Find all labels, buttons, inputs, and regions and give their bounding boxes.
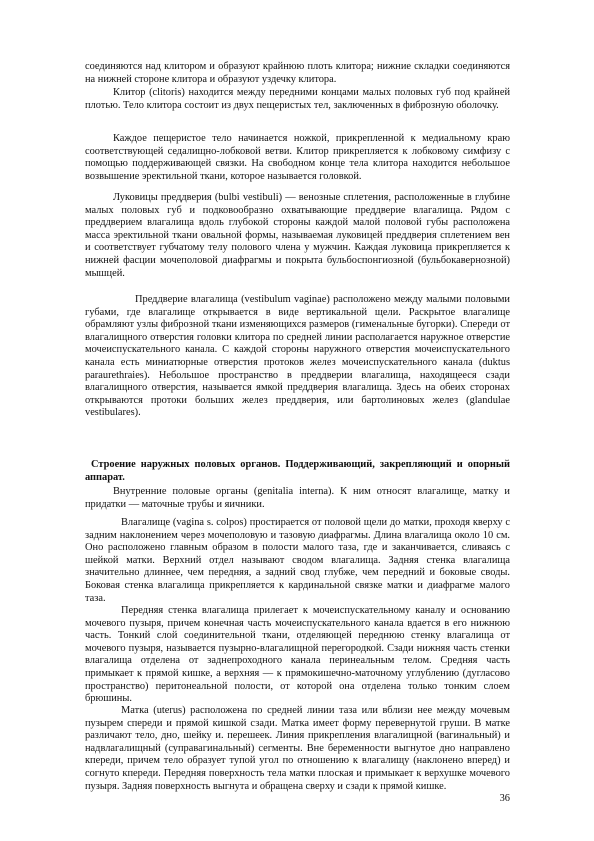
paragraph-vestibule: Преддверие влагалища (vestibulum vaginae) расположено между малыми половыми губами, где влагалище открывается в виде вертикальной щели. Раскрытое влагалище обрамляют узлы фиброзной ткани изменяющихся размеров (гименальные бугорки). Спереди от влагалищного отверстия головки клитора по средней линии располагается наружное отверстие мочеиспускательного канала. С каждой стороны наружного отверстия мочеиспускательного канала есть миниатюрные отверстия протоков желез мочеиспускательного канала (duktus paraurethraies). Небольшое пространство в преддверии влагалища, находящееся сзади влагалищного отверстия, называется ямкой преддверия влагалища. Здесь на обеих сторонах открываются протоки больших желез преддверия, или бартолиновых желез (glandulae vestibulares). [85, 294, 510, 419]
paragraph-internal-organs: Внутренние половые органы (genitalia interna). К ним относят влагалище, матку и придатки — маточные трубы и яичники. [85, 486, 510, 510]
paragraph-uterus: Матка (uterus) расположена по средней линии таза или вблизи нее между мочевым пузырем спереди и прямой кишкой сзади. Матка имеет форму перевернутой груши. В матке различают тело, дно, шейку и. перешеек. Линия прикрепления влагалищной (вагинальный) и надвлагалищный (суправагинальный) сегменты. Вне беременности выгнутое дно направлено кпереди, причем тело образует тупой угол по отношению к влагалищу (наклонено вперед) и согнуто кпереди. Передняя поверхность тела матки плоская и примыкает к верхушке мочевого пузыря. Задняя поверхность выгнута и обращена сверху и сзади к прямой кишке. [85, 705, 510, 792]
paragraph-vagina: Влагалище (vagina s. colpos) простирается от половой щели до матки, проходя кверху с задним наклонением через мочеполовую и тазовую диафрагмы. Длина влагалища около 10 см. Оно расположено главным образом в полости малого таза, где и заканчивается, сливаясь с шейкой матки. Верхний отдел называют сводом влагалища. Задняя стенка влагалища значительно длиннее, чем передняя, а задний свод глубже, чем передний и боковые своды. Боковая стенка влагалища прикрепляется к кардинальной связке матки и диафрагме малого таза. [85, 517, 510, 604]
paragraph-anterior-wall: Передняя стенка влагалища прилегает к мочеиспускательному каналу и основанию мочевого пузыря, причем конечная часть мочеиспускательного канала вдается в его нижнюю часть. Тонкий слой соединительной ткани, отделяющей переднюю стенку влагалища от мочевого пузыря, называется пузырно-влагалищной перегородкой. Сзади нижняя часть стенки влагалища отделена от заднепроходного канала перинеальным телом. Средняя часть примыкает к прямой кишке, а верхняя — к прямокишечно-маточному углублению (дугласово пространство) перитонеальной полости, от которой она отделена только тонким слоем брюшины. [85, 605, 510, 705]
paragraph-labia-continuation: соединяются над клитором и образуют крайнюю плоть клитора; нижние складки соединяются на нижней стороне клитора и образуют уздечку клитора. [85, 61, 510, 85]
paragraph-vestibular-bulbs: Луковицы преддверия (bulbi vestibuli) — венозные сплетения, расположенные в глубине малых половых губ и подковообразно охватывающие преддверие влагалища. Рядом с преддверием влагалища вдоль глубокой стороны каждой малой половой губы расположена масса эректильной ткани овальной формы, называемая луковицей преддверия сплетением вен и соответствует губчатому телу полового члена у мужчин. Каждая луковица прикрепляется к нижней фасции мочеполовой диафрагмы и покрыта бульбоспонгиозной (бульбокавернозной) мышцей. [85, 192, 510, 279]
section-heading: Строение наружных половых органов. Поддерживающий, закрепляющий и опорный аппарат. [85, 459, 510, 483]
paragraph-clitoris: Клитор (clitoris) находится между передними концами малых половых губ под крайней плотью. Тело клитора состоит из двух пещеристых тел, заключенных в фиброзную оболочку. [85, 87, 510, 111]
page-number: 36 [499, 793, 510, 804]
paragraph-cavernous-body: Каждое пещеристое тело начинается ножкой, прикрепленной к медиальному краю соответствующей седалищно-лобковой ветви. Клитор прикрепляется к лобковому симфизу с помощью поддерживающей связки. На свободном конце тела клитора находится небольшое возвышение эректильной ткани, которое называется головкой. [85, 133, 510, 182]
